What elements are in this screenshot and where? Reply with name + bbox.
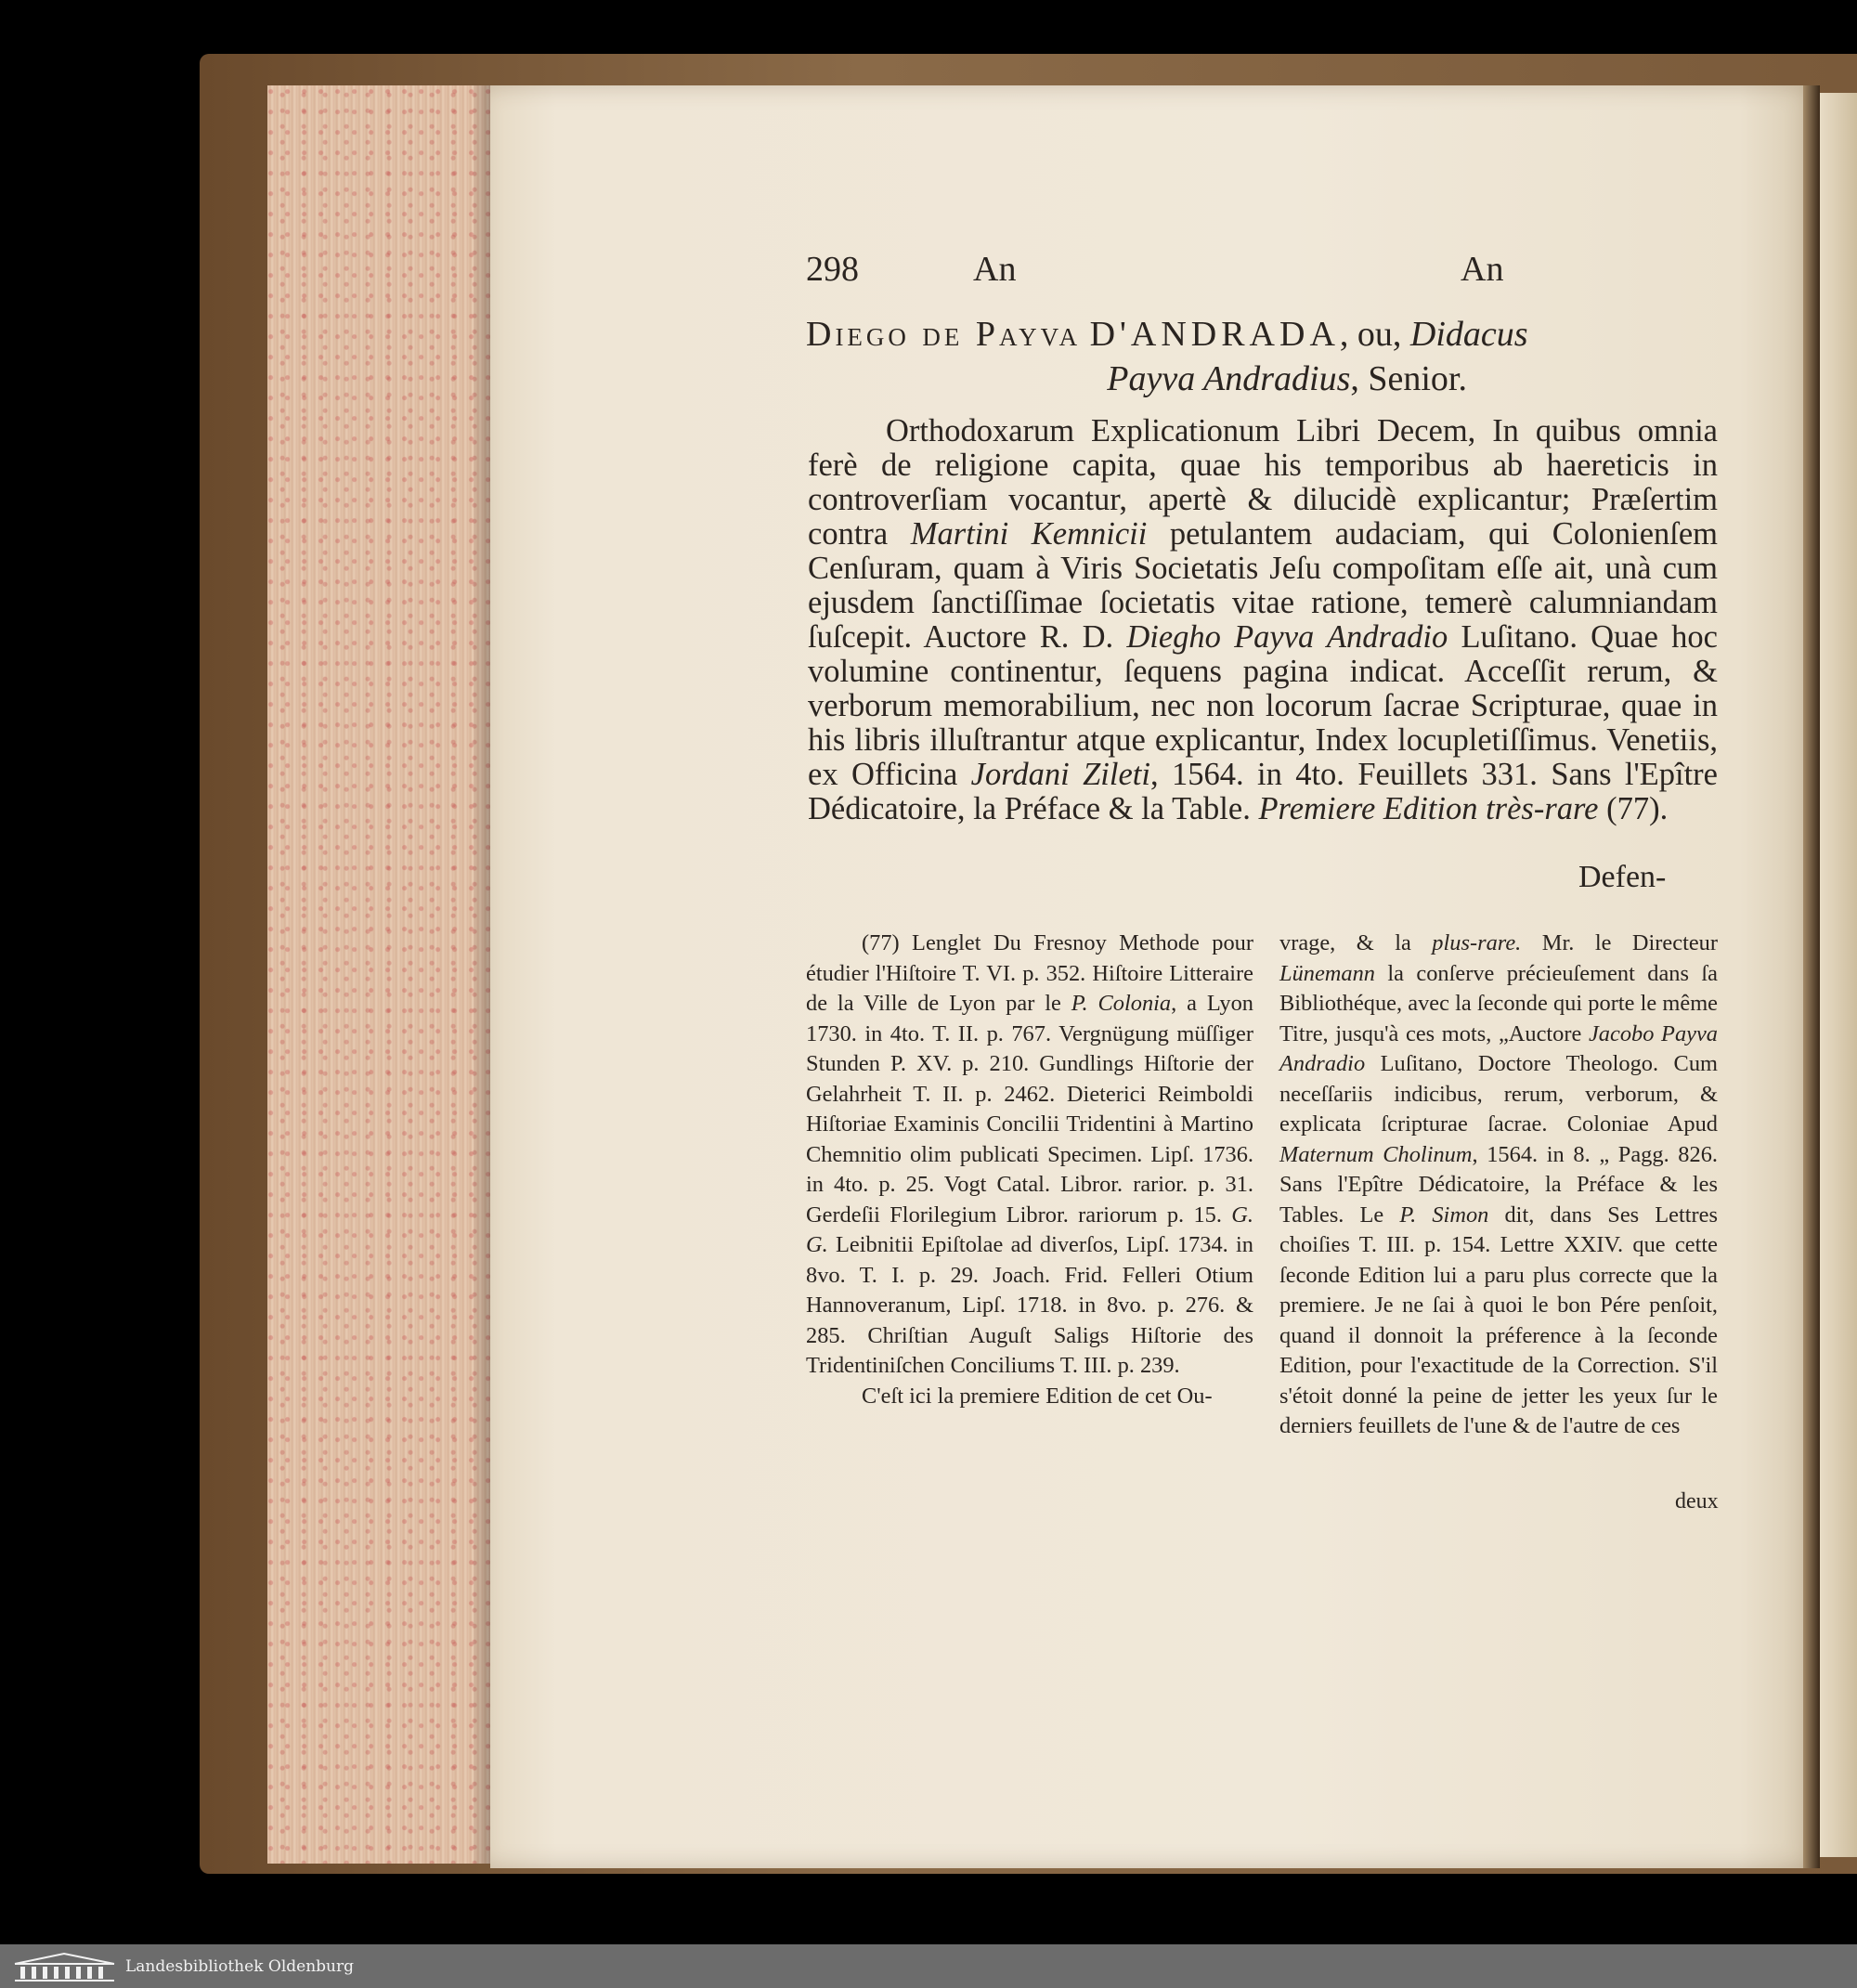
footnote-paragraph-2: C'eſt ici la premiere Edition de cet Ou- bbox=[862, 1383, 1213, 1409]
running-head-left: An bbox=[973, 250, 1017, 289]
heading-suffix: , Senior. bbox=[1350, 359, 1467, 398]
book-gutter bbox=[1803, 85, 1820, 1868]
entry-italic-3: Jordani Zileti bbox=[970, 757, 1150, 792]
heading-latin-surname: Payva Andradius bbox=[1107, 359, 1351, 398]
entry-text-1: Orthodoxarum Explicationum Libri Decem, In quibus omnia ferè de religione capita, quae his temporibus ab haereticis in controverſiam vocantur, apertè & dilucidè explicantur; Præſertim contra bbox=[808, 413, 1718, 552]
running-head-right: An bbox=[1461, 250, 1504, 289]
entry-body bbox=[808, 414, 1718, 826]
fn-text: (77) Lenglet Du Fresnoy Methode pour étudier l'Hiſtoire T. VI. p. 352. Hiſtoire Litteraire de la Ville de Lyon par le bbox=[806, 930, 1253, 1016]
fn-text: Luſitano, Doctore Theologo. Cum neceſſariis indicibus, rerum, verborum, & explicata ſcripturae ſacrae. Coloniae Apud bbox=[1279, 1051, 1718, 1137]
library-name: Landesbibliothek Oldenburg bbox=[125, 1956, 355, 1976]
footer-bar bbox=[0, 1944, 1857, 1988]
fn-text: vrage, & la bbox=[1279, 930, 1433, 955]
heading-separator: , ou, bbox=[1339, 315, 1410, 354]
entry-italic-1: Martini Kemnicii bbox=[910, 516, 1148, 552]
fn-italic: Maternum Cholinum bbox=[1279, 1141, 1473, 1167]
entry-paragraph bbox=[808, 414, 1718, 826]
entry-italic-2: Diegho Payva Andradio bbox=[1126, 619, 1448, 655]
fn-italic: P. Colonia bbox=[1071, 991, 1172, 1016]
fn-text: la conſerve précieuſement dans ſa Bibliothéque, avec la ſeconde qui porte le même Titre, jusqu'à ces mots, „Auctore bbox=[1279, 960, 1718, 1046]
fn-italic: G. G. bbox=[806, 1202, 1253, 1257]
entry-text-2: petulantem audaciam, qui Colonienſem Cenſuram, quam à Viris Societatis Jeſu compoſitam eſſe ait, unà cum ejusdem ſanctiſſimae ſocietatis vitae ratione, temerè calumniandam ſuſcepit. Auctore R. D. bbox=[808, 516, 1719, 655]
running-head bbox=[806, 249, 1512, 295]
footnote-column-left bbox=[806, 929, 1253, 1411]
footnote-catchword: deux bbox=[1675, 1489, 1719, 1514]
fn-italic: plus-rare. bbox=[1432, 930, 1522, 955]
footnote-continuation bbox=[1279, 929, 1718, 1442]
entry-heading bbox=[806, 312, 1697, 401]
page-edges bbox=[267, 85, 490, 1864]
fn-italic: P. Simon bbox=[1399, 1202, 1489, 1228]
fn-italic: Lünemann bbox=[1279, 960, 1375, 986]
entry-italic-4: Premiere Edition très-rare bbox=[1258, 791, 1599, 826]
heading-latin-name: Didacus bbox=[1409, 315, 1528, 354]
entry-text-4: , 1564. in 4to. Feuillets 331. Sans l'Epître Dédicatoire, la Préface & la Table. bbox=[808, 757, 1718, 826]
footnote-paragraph bbox=[806, 929, 1253, 1382]
library-building-icon bbox=[11, 1951, 118, 1982]
entry-text-5: (77). bbox=[1598, 791, 1669, 826]
page-number: 298 bbox=[806, 250, 859, 289]
fn-text: Mr. le Directeur bbox=[1521, 930, 1718, 955]
entry-catchword: Defen- bbox=[1578, 860, 1667, 894]
heading-name: Diego de Payva bbox=[806, 315, 1082, 354]
footnote-column-right bbox=[1279, 929, 1718, 1442]
fn-text: Leibnitii Epiſtolae ad diverſos, Lipſ. 1734. in 8vo. T. I. p. 29. Joach. Frid. Felleri Otium Hannoveranum, Lipſ. 1718. in 8vo. p. 276. & 285. Chriſtian Auguſt Saligs Hiſtorie des Tridentiniſchen Conciliums T. III. p. 239. bbox=[806, 1232, 1253, 1378]
fn-italic: Jacobo Payva Andradio bbox=[1279, 1020, 1718, 1076]
fn-text: dit, dans Ses Lettres choiſies T. III. p. 154. Lettre XXIV. que cette ſeconde Edition lui a paru plus correcte que la premiere. Je ne ſai à quoi le bon Pére penſoit, quand il donnoit la préference à la ſeconde Edition, pour l'exactitude de la Correction. S'il s'étoit donné la peine de jetter les yeux ſur le derniers feuillets de l'une & de l'autre de ces bbox=[1279, 1202, 1718, 1438]
fn-text: , a Lyon 1730. in 4to. T. II. p. 767. Vergnügung müſſiger Stunden P. XV. p. 210. Gundlings Hiſtorie der Gelahrheit T. II. p. 2462. Dieterici Reimboldi Hiſtoriae Examinis Concilii Tridentini à Martino Chemnitio olim publicati Specimen. Lipſ. 1736. in 4to. p. 25. Vogt Catal. Libror. rarior. p. 31. Gerdeſii Florilegium Libror. rariorum p. 15. bbox=[806, 991, 1254, 1228]
facing-page-edge bbox=[1820, 93, 1857, 1857]
heading-line-2 bbox=[806, 357, 1697, 401]
entry-text-3: Luſitano. Quae hoc volumine continentur, ſequens pagina indicat. Acceſſit rerum, & verborum memorabilium, nec non locorum ſacrae Scripturae, quae in his libris illuſtrantur atque explicantur, Index locupletiſſimus. Venetiis, ex Officina bbox=[808, 619, 1718, 792]
fn-text: , 1564. in 8. „ Pagg. 826. Sans l'Epître Dédicatoire, la Préface & les Tables. Le bbox=[1279, 1141, 1718, 1228]
heading-surname: D'ANDRADA bbox=[1089, 315, 1340, 354]
